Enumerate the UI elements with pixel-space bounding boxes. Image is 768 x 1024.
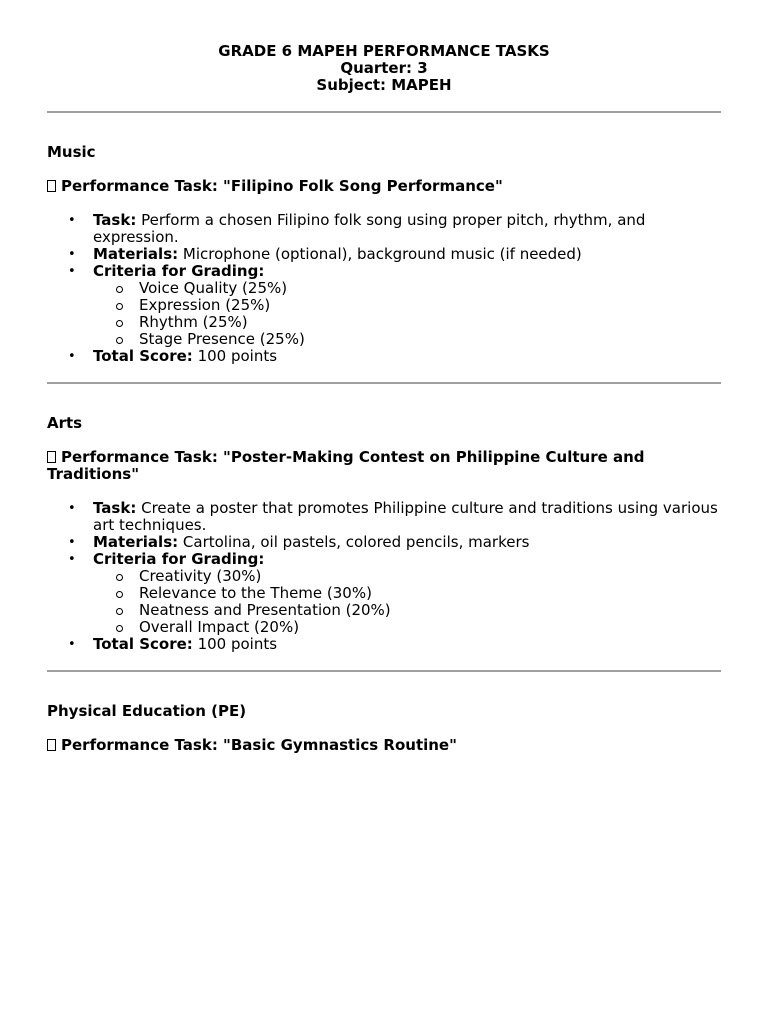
circle-bullet-icon — [116, 286, 123, 293]
task-label: Task: — [93, 499, 137, 517]
circle-bullet-icon — [116, 574, 123, 581]
document-title: GRADE 6 MAPEH PERFORMANCE TASKS — [218, 42, 550, 60]
list-item — [47, 551, 721, 636]
bullet-icon: • — [68, 213, 76, 228]
divider-top — [47, 111, 721, 113]
list-item — [47, 500, 721, 534]
task-label: Task: — [93, 211, 137, 229]
criteria-item — [93, 297, 721, 314]
materials-text: Cartolina, oil pastels, colored pencils, markers — [182, 533, 530, 551]
criteria-text: Rhythm (25%) — [139, 313, 248, 331]
criteria-list — [93, 280, 721, 348]
divider-music — [47, 382, 721, 384]
criteria-text: Expression (25%) — [139, 296, 271, 314]
music-section-title: Music — [47, 143, 96, 161]
criteria-item — [93, 602, 721, 619]
pe-task-title-text: Performance Task: "Basic Gymnastics Routine" — [61, 736, 457, 754]
circle-bullet-icon — [116, 320, 123, 327]
total-label: Total Score: — [93, 347, 193, 365]
list-item — [47, 348, 721, 365]
criteria-text: Voice Quality (25%) — [139, 279, 288, 297]
circle-bullet-icon — [116, 591, 123, 598]
bullet-icon: • — [68, 637, 76, 652]
document-header — [47, 0, 721, 94]
circle-bullet-icon — [116, 337, 123, 344]
list-item — [47, 534, 721, 551]
pe-section-title: Physical Education (PE) — [47, 702, 247, 720]
arts-task-list — [47, 500, 721, 653]
bullet-icon: • — [68, 247, 76, 262]
circle-bullet-icon — [116, 625, 123, 632]
bullet-icon: • — [68, 349, 76, 364]
bullet-icon: • — [68, 552, 76, 567]
circle-bullet-icon — [116, 608, 123, 615]
criteria-item — [93, 280, 721, 297]
bullet-icon: • — [68, 501, 76, 516]
list-item — [47, 246, 721, 263]
music-task-title-text: Performance Task: "Filipino Folk Song Performance" — [61, 177, 503, 195]
criteria-text: Neatness and Presentation (20%) — [139, 601, 391, 619]
total-text: 100 points — [197, 635, 278, 653]
total-label: Total Score: — [93, 635, 193, 653]
criteria-text: Relevance to the Theme (30%) — [139, 584, 372, 602]
list-item — [47, 212, 721, 246]
criteria-item — [93, 331, 721, 348]
arts-section-title: Arts — [47, 414, 83, 432]
criteria-item — [93, 314, 721, 331]
criteria-item — [93, 585, 721, 602]
list-item — [47, 636, 721, 653]
criteria-label: Criteria for Grading: — [93, 550, 265, 568]
criteria-text: Creativity (30%) — [139, 567, 262, 585]
total-text: 100 points — [197, 347, 278, 365]
criteria-list — [93, 568, 721, 636]
materials-label: Materials: — [93, 245, 179, 263]
bullet-icon: • — [68, 264, 76, 279]
bullet-icon: • — [68, 535, 76, 550]
criteria-item — [93, 619, 721, 636]
music-task-title — [47, 178, 721, 195]
materials-text: Microphone (optional), background music (if needed) — [182, 245, 582, 263]
circle-bullet-icon — [116, 303, 123, 310]
criteria-text: Stage Presence (25%) — [139, 330, 305, 348]
list-item — [47, 263, 721, 348]
criteria-text: Overall Impact (20%) — [139, 618, 300, 636]
subject-label: Subject: MAPEH — [316, 76, 452, 94]
task-glyph-icon — [47, 451, 56, 463]
task-glyph-icon — [47, 180, 56, 192]
task-text: Create a poster that promotes Philippine culture and traditions using various art techniques. — [93, 499, 718, 534]
document-page — [47, 0, 721, 754]
criteria-item — [93, 568, 721, 585]
materials-label: Materials: — [93, 533, 179, 551]
task-glyph-icon — [47, 739, 56, 751]
arts-task-title-text: Performance Task: "Poster-Making Contest on Philippine Culture and Traditions" — [47, 448, 645, 483]
quarter-label: Quarter: 3 — [340, 59, 428, 77]
task-text: Perform a chosen Filipino folk song using proper pitch, rhythm, and expression. — [93, 211, 646, 246]
music-task-list — [47, 212, 721, 365]
arts-task-title — [47, 449, 721, 483]
divider-arts — [47, 670, 721, 672]
criteria-label: Criteria for Grading: — [93, 262, 265, 280]
pe-task-title — [47, 737, 721, 754]
